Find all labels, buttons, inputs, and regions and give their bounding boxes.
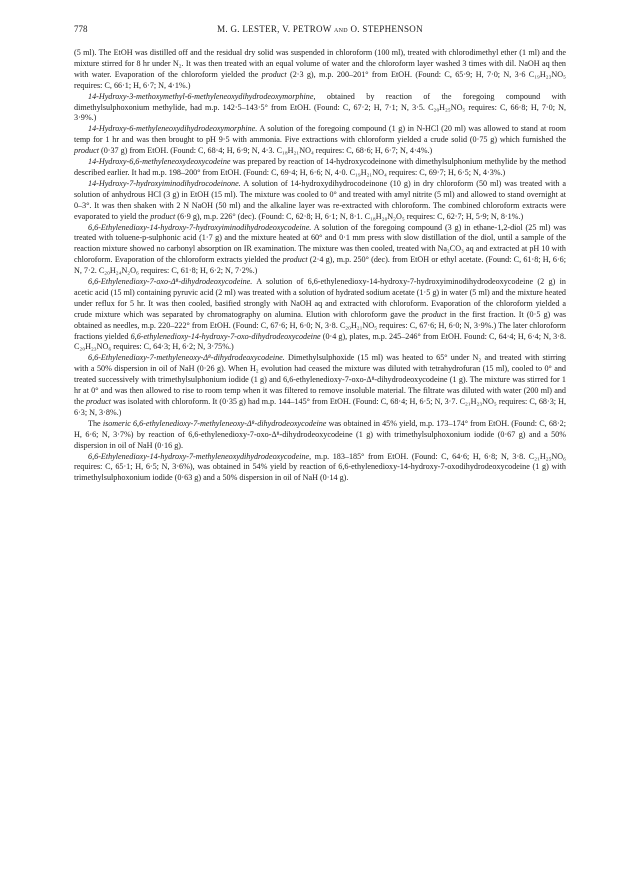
italic-text-run: 14-Hydroxy-7-hydroxyiminodihydrocodeinone.	[88, 178, 241, 188]
page-number: 778	[74, 24, 88, 34]
italic-text-run: 6,6-Ethylenedioxy-7-oxo-Δ⁸-dihydrodeoxycodeine.	[88, 277, 253, 287]
italic-text-run: 6,6-ethylenedioxy-14-hydroxy-7-oxo-dihydrodeoxycodeine	[130, 331, 321, 341]
italic-text-run: product	[421, 309, 447, 319]
text-run: was obtained in 45% yield, m.p. 173–174° from EtOH. (Found: C, 68·2; H, 6·6; N, 3·7%) by reaction of 6,6-ethylenedioxy-7-oxo-Δ⁸-dihydrodeoxycodeine (1 g) with trimethylsulphoxonium iodide (0·67 g) and a 50% dispersion in oil of NaH (0·16 g).	[74, 418, 566, 450]
paragraph-p5	[74, 223, 566, 278]
text-run: in the first fraction. It (0·5 g) was obtained as needles, m.p. 220–222° from EtOH. (Found: C, 67·6; H, 6·0; N, 3·8. C₂₀H₂₁NO₅ requires: C, 67·6; H, 6·0; N, 3·9%.) The later chloroform fractions yielded	[74, 309, 566, 341]
italic-text-run: isomeric 6,6-ethylenedioxy-7-methyleneoxy-Δ⁸-dihydrodeoxycodeine	[102, 418, 327, 428]
text-run: Dimethylsulphoxide (15 ml) was heated to 65° under N₂ and treated with stirring with a 50% dispersion in oil of NaH (0·26 g). When H₂ evolution had ceased the mixture was diluted with tetrahydrofuran (15 ml), cooled to 0° and treated successively with trimethylsulphonium iodide (1 g) and 6,6-ethylenedioxy-7-oxo-Δ⁸-dihydrodeoxycodeine (1 g). The mixture was stirred for 1 hr at 0° and was then allowed to rise to room temp when it was filtered to remove insoluble material. The filtrate was diluted with water (200 ml) and the	[74, 353, 566, 406]
text-run: (2·3 g), m.p. 200–201° from EtOH. (Found: C, 65·9; H, 7·0; N, 3·6 C₁₉H₂₃NO₅ requires: C, 66·1; H, 6·7; N, 4·1%.)	[74, 69, 566, 90]
text-run: , obtained by reaction of the foregoing compound with dimethylsulphoxonium methylide, had m.p. 142·5–143·5° from EtOH. (Found: C, 67·2; H, 7·1; N, 3·5. C₂₀H₂₅NO₅ requires: C, 66·8; H, 7·0; N, 3·9%.)	[74, 91, 566, 123]
paragraph-p1	[74, 92, 566, 125]
italic-text-run: 14-Hydroxy-3-methoxymethyl-6-methyleneoxydihydrodeoxymorphine	[88, 91, 314, 101]
paragraph-p2	[74, 124, 566, 157]
italic-text-run: product	[261, 69, 287, 79]
italic-text-run: 6,6-Ethylenedioxy-14-hydroxy-7-methyleneoxydihydrodeoxycodeine	[88, 451, 310, 461]
text-run: (2·4 g), m.p. 250° (dec). from EtOH or ethyl acetate. (Found: C, 61·8; H, 6·6; N, 7·2. C₂₀H₂₄N₂O₆ requires: C, 61·8; H, 6·2; N, 7·2%.)	[74, 255, 566, 276]
text-run: (5 ml). The EtOH was distilled off and the residual dry solid was suspended in chloroform (100 ml), treated with chlorodimethyl ether (1 ml) and the mixture stirred for 8 hr under N₂. It was then treated with an equal volume of water and the chloroform layer washed 3 times with dil. NaOH aq then with water. Evaporation of the chloroform yielded the	[74, 48, 566, 79]
italic-text-run: product	[74, 146, 99, 156]
text-run: (6·9 g), m.p. 226° (dec). (Found: C, 62·8; H, 6·1; N, 8·1. C₁₈H₂₀N₂O₅ requires: C, 62·7; H, 5·9; N, 8·1%.)	[175, 211, 524, 221]
text-run: (0·4 g), plates, m.p. 245–246° from EtOH. Found: C, 64·4; H, 6·4; N, 3·8. C₂₀H₂₃NO₆ requires: C, 64·3; H, 6·2; N, 3·75%.)	[74, 331, 566, 352]
italic-text-run: product	[282, 255, 308, 265]
italic-text-run: product	[150, 211, 176, 221]
text-run: A solution of the foregoing compound (1 g) in N-HCl (20 ml) was allowed to stand at room temp for 1 hr and was then brought to pH 9·5 with ammonia. Five extractions with chloroform yielded a crude solid (0·75 g) which furnished the	[74, 124, 566, 145]
paragraph-p7	[74, 353, 566, 418]
running-head: M. G. LESTER, V. PETROW and O. STEPHENSON	[217, 24, 423, 34]
paragraph-p0	[74, 48, 566, 92]
paragraph-p3	[74, 157, 566, 179]
italic-text-run: 6,6-Ethylenedioxy-14-hydroxy-7-hydroxyiminodihydrodeoxycodeine.	[88, 222, 312, 232]
journal-page	[74, 24, 566, 484]
paragraph-p6	[74, 277, 566, 353]
text-run: A solution of 14-hydroxydihydrocodeinone (10 g) in dry chloroform (50 ml) was treated with a solution of anhydrous HCl (3 g) in EtOH (15 ml). The mixture was cooled to 0° and treated with amyl nitrite (5 ml) and allowed to stand overnight at 0–3°. It was then shaken with 2 N NaOH (50 ml) and the alkaline layer was re-extracted with chloroform. The combined chloroform extracts were evaporated to yield the	[74, 178, 566, 221]
page-header	[74, 24, 566, 36]
italic-text-run: 6,6-Ethylenedioxy-7-methyleneoxy-Δ⁸-dihydrodeoxycodeine.	[88, 353, 285, 363]
text-run: The	[88, 418, 103, 428]
text-run: was prepared by reaction of 14-hydroxycodeinone with dimethylsulphonium methylide by the method described earlier. It had m.p. 198–200° from EtOH. (Found: C, 69·4; H, 6·6; N, 4·0. C₁₉H₂₁NO₄ requires: C, 69·7; H, 6·5; N, 4·3%.)	[74, 157, 566, 177]
italic-text-run: 14-Hydroxy-6,6-methyleneoxydeoxycodeine	[88, 157, 231, 167]
text-run: A solution of the foregoing compound (3 g) in ethane-1,2-diol (25 ml) was treated with toluene-p-sulphonic acid (1·7 g) and the mixture heated at 60° and 0·1 mm press with slow distillation of the diol, until a sample of the reaction mixture showed no carbonyl absorption on IR examination. The mixture was then cooled, treated with Na₂CO₃ aq and extracted at pH 10 with chloroform. Evaporation of the chloroform extracts yielded the	[74, 222, 566, 265]
text-run: (0·37 g) from EtOH. (Found: C, 68·4; H, 6·9; N, 4·3. C₁₈H₂₁NO₄ requires: C, 68·6; H, 6·7; N, 4·4%.)	[98, 146, 433, 156]
paragraph-p8	[74, 419, 566, 452]
paragraph-p9	[74, 452, 566, 485]
paragraph-p4	[74, 179, 566, 223]
italic-text-run: 14-Hydroxy-6-methyleneoxydihydrodeoxymorphine.	[88, 124, 258, 134]
text-run: A solution of 6,6-ethylenedioxy-14-hydroxy-7-hydroxyiminodihydrodeoxycodeine (2 g) in acetic acid (15 ml) containing pyruvic acid (2 ml) was treated with a solution of hydrated sodium acetate (1·5 g) in water (5 ml) and the mixture heated under reflux for 5 hr. It was then cooled, basified strongly with NaOH aq and extracted with chloroform. Evaporation of the chloroform yielded a crude mixture which was separated by chromatography on alumina. Elution with chloroform gave the	[74, 277, 566, 319]
text-run: was isolated with chloroform. It (0·35 g) had m.p. 144–145° from EtOH. (Found: C, 68·4; H, 6·5; N, 3·7. C₂₁H₂₃NO₅ requires: C, 68·3; H, 6·3; N, 3·8%.)	[74, 397, 566, 417]
italic-text-run: product	[86, 397, 111, 406]
body-text	[74, 48, 566, 484]
text-run: , m.p. 183–185° from EtOH. (Found: C, 64·6; H, 6·8; N, 3·8. C₂₁H₂₅NO₆ requires: C, 65·1; H, 6·5; N, 3·6%), was obtained in 54% yield by reaction of 6,6-ethylenedioxy-14-hydroxy-7-oxodihydrodeoxycodeine (1 g) with trimethylsulphoxonium iodide (0·63 g) and a 50% dispersion in oil of NaH (0·14 g).	[74, 451, 566, 483]
